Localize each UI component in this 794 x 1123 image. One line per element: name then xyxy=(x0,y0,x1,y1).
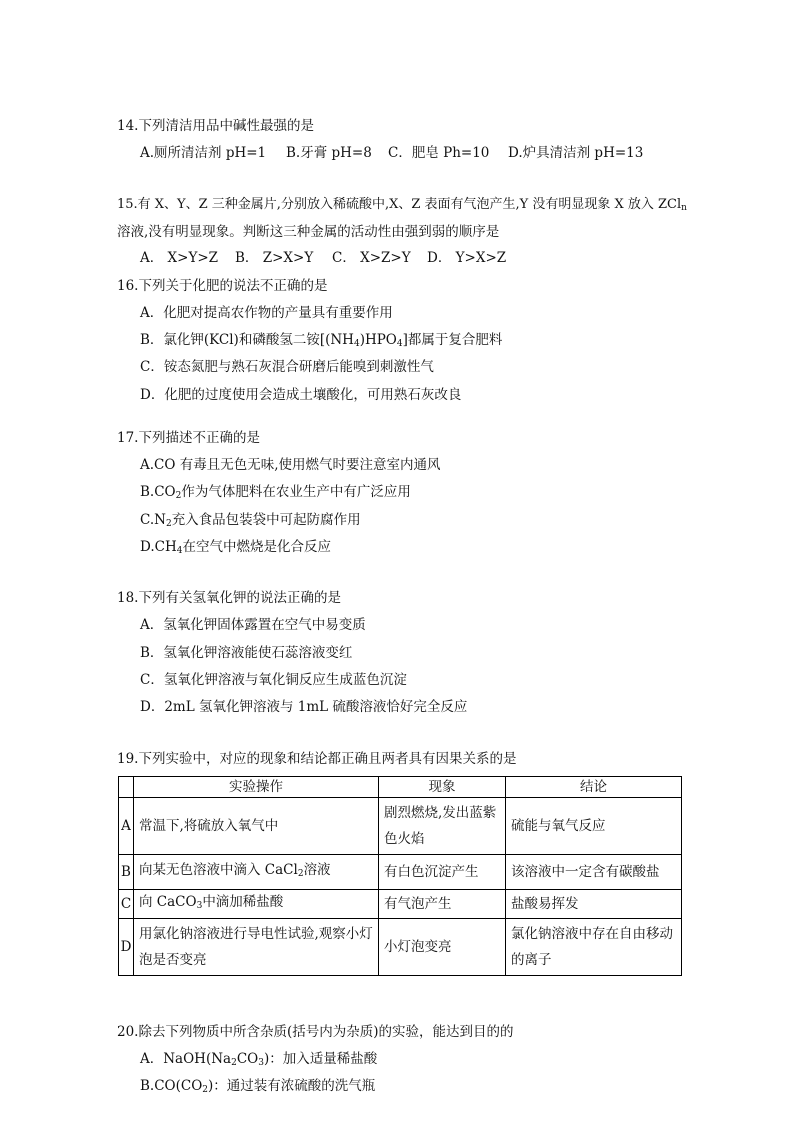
q15-options xyxy=(140,248,506,268)
row-phenomenon: 有白色沉淀产生 xyxy=(379,855,506,890)
row-conclusion: 盐酸易挥发 xyxy=(506,890,682,919)
row-conclusion: 该溶液中一定含有碳酸盐 xyxy=(506,855,682,890)
table-header-conclusion: 结论 xyxy=(506,777,682,798)
table-row xyxy=(119,855,682,890)
q14-options xyxy=(140,143,643,163)
table-row xyxy=(119,919,682,976)
q19-stem: 19.下列实验中，对应的现象和结论都正确且两者具有因果关系的是 xyxy=(117,751,517,767)
q18-option-b: B．氢氧化钾溶液能使石蕊溶液变红 xyxy=(140,645,353,661)
table-row xyxy=(119,890,682,919)
q18-stem: 18.下列有关氢氧化钾的说法正确的是 xyxy=(117,590,341,606)
q14-option-a: A.厕所清洁剂 pH=1 xyxy=(140,145,267,161)
q15-option-b: B． Z>X>Y xyxy=(235,250,314,266)
q16-option-c: C．铵态氮肥与熟石灰混合研磨后能嗅到刺激性气 xyxy=(140,359,434,375)
table-header-phenomenon: 现象 xyxy=(379,777,506,798)
row-phenomenon: 小灯泡变亮 xyxy=(379,919,506,976)
q19-table xyxy=(118,776,682,976)
row-conclusion: 硫能与氧气反应 xyxy=(506,798,682,855)
row-letter: A xyxy=(119,798,134,855)
table-row xyxy=(119,798,682,855)
q18-option-a: A．氢氧化钾固体露置在空气中易变质 xyxy=(140,617,366,633)
row-phenomenon: 剧烈燃烧,发出蓝紫色火焰 xyxy=(379,798,506,855)
row-conclusion: 氯化钠溶液中存在自由移动的离子 xyxy=(506,919,682,976)
row-letter: C xyxy=(119,890,134,919)
q17-option-a: A.CO 有毒且无色无味,使用燃气时要注意室内通风 xyxy=(140,457,441,473)
q15-option-a: A． X>Y>Z xyxy=(140,250,219,266)
q16-stem: 16.下列关于化肥的说法不正确的是 xyxy=(117,278,328,294)
q20-option-b: $B.CO(CO_2)$：通过装有浓硫酸的洗气瓶 xyxy=(140,1078,376,1095)
q16-option-b: B．氯化钾(KCl)和磷酸氢二铵$[(NH_4)HPO_4]$都属于复合肥料 xyxy=(140,332,503,349)
q14-stem: 14.下列清洁用品中碱性最强的是 xyxy=(117,118,314,134)
q20-option-a: A．$NaOH(Na_2CO_3)$：加入适量稀盐酸 xyxy=(140,1051,378,1068)
q15-option-d: D． Y>X>Z xyxy=(427,250,507,266)
q20-stem: 20.除去下列物质中所含杂质(括号内为杂质)的实验，能达到目的的 xyxy=(117,1024,514,1040)
q16-option-d: D．化肥的过度使用会造成土壤酸化，可用熟石灰改良 xyxy=(140,387,462,403)
q17-option-d: $D.CH_4$在空气中燃烧是化合反应 xyxy=(140,539,331,556)
q17-option-b: $B.CO_2$作为气体肥料在农业生产中有广泛应用 xyxy=(140,484,411,501)
q15-stem-line1: 15.有 X、Y、Z 三种金属片,分别放入稀硫酸中,X、Z 表面有气泡产生,Y 没有明显现象 X 放入 ZCl$_n$ xyxy=(117,197,687,213)
q18-option-c: C．氢氧化钾溶液与氧化铜反应生成蓝色沉淀 xyxy=(140,672,407,688)
q14-option-b: B.牙膏 pH=8 xyxy=(286,145,372,161)
row-operation: 常温下,将硫放入氧气中 xyxy=(134,798,379,855)
q16-option-a: A．化肥对提高农作物的产量具有重要作用 xyxy=(140,305,393,321)
row-phenomenon: 有气泡产生 xyxy=(379,890,506,919)
q14-option-c: C．肥皂 Ph=10 xyxy=(388,145,490,161)
row-operation: 向某无色溶液中滴入 CaCl$_2$溶液 xyxy=(134,855,379,890)
row-operation: 向 CaCO$_3$中滴加稀盐酸 xyxy=(134,890,379,919)
q17-option-c: $C.N_2$充入食品包装袋中可起防腐作用 xyxy=(140,512,361,529)
table-header-blank xyxy=(119,777,134,798)
q15-option-c: C． X>Z>Y xyxy=(332,250,411,266)
table-header-operation: 实验操作 xyxy=(134,777,379,798)
q17-stem: 17.下列描述不正确的是 xyxy=(117,430,260,446)
row-operation: 用氯化钠溶液进行导电性试验,观察小灯泡是否变亮 xyxy=(134,919,379,976)
row-letter: B xyxy=(119,855,134,890)
table-header-row xyxy=(119,777,682,798)
q18-option-d: D．2mL 氢氧化钾溶液与 1mL 硫酸溶液恰好完全反应 xyxy=(140,699,468,715)
q14-option-d: D.炉具清洁剂 pH=13 xyxy=(508,145,644,161)
q15-stem-line2: 溶液,没有明显现象。判断这三种金属的活动性由强到弱的顺序是 xyxy=(117,224,500,240)
row-letter: D xyxy=(119,919,134,976)
